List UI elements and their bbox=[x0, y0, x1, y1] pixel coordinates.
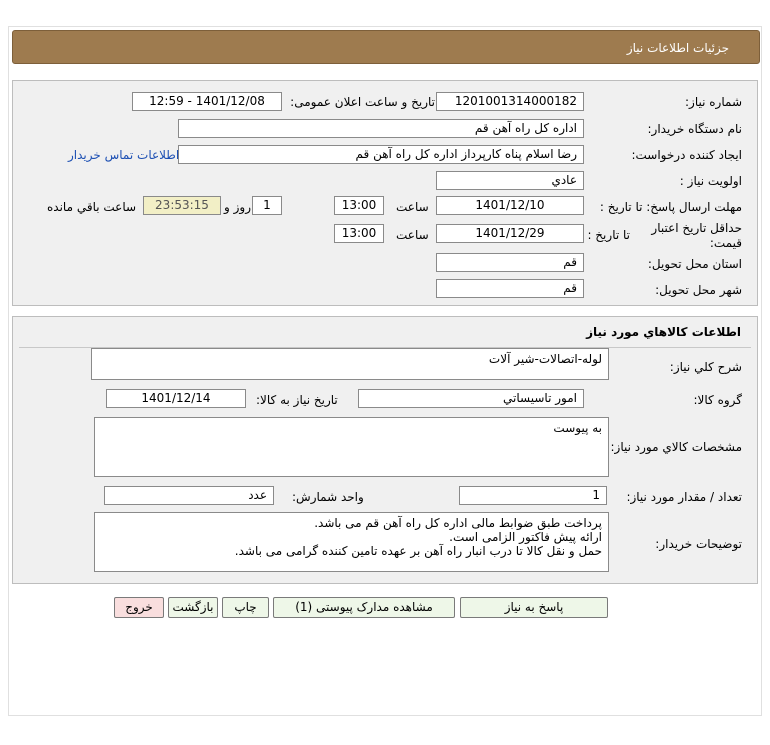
validity-time-field: 13:00 bbox=[334, 224, 384, 243]
buyer-note-line: پرداخت طبق ضوابط مالی اداره کل راه آهن قم می باشد. bbox=[314, 516, 602, 530]
summary-label: شرح کلي نياز: bbox=[669, 360, 742, 374]
priority-field: عادي bbox=[436, 171, 584, 190]
validity-label-2: قیمت: bbox=[709, 236, 742, 250]
deadline-date-field: 1401/12/10 bbox=[436, 196, 584, 215]
city-field: قم bbox=[436, 279, 584, 298]
buyer-org-label: نام دستگاه خریدار: bbox=[647, 122, 742, 136]
need-number-field: 1201001314000182 bbox=[436, 92, 584, 111]
window-title: جزئیات اطلاعات نیاز bbox=[626, 41, 729, 55]
buyer-note-line: حمل و نقل کالا تا درب انبار راه آهن بر عهده تامین کننده گرامی می باشد. bbox=[234, 544, 602, 558]
validity-label-1: حداقل تاریخ اعتبار bbox=[651, 221, 742, 235]
goods-section-title: اطلاعات کالاهاي مورد نياز bbox=[586, 325, 741, 339]
reply-button[interactable]: پاسخ به نیاز bbox=[460, 597, 608, 618]
validity-date-field: 1401/12/29 bbox=[436, 224, 584, 243]
remaining-label: ساعت باقي مانده bbox=[47, 200, 137, 214]
announce-label: تاریخ و ساعت اعلان عمومی: bbox=[290, 95, 435, 109]
specs-field: به پیوست bbox=[94, 417, 609, 477]
creator-label: ایجاد کننده درخواست: bbox=[631, 148, 742, 162]
announce-field: 1401/12/08 - 12:59 bbox=[132, 92, 282, 111]
deadline-label: مهلت ارسال پاسخ: تا تاریخ : bbox=[599, 200, 742, 214]
summary-field: لوله-اتصالات-شير آلات bbox=[91, 348, 609, 380]
need-number-label: شماره نیاز: bbox=[685, 95, 742, 109]
print-button[interactable]: چاپ bbox=[222, 597, 269, 618]
deadline-time-label: ساعت bbox=[396, 200, 429, 214]
group-label: گروه کالا: bbox=[693, 393, 742, 407]
unit-label: واحد شمارش: bbox=[292, 490, 364, 504]
province-field: قم bbox=[436, 253, 584, 272]
need-date-field: 1401/12/14 bbox=[106, 389, 246, 408]
window-titlebar bbox=[12, 30, 760, 64]
contact-buyer-link[interactable]: اطلاعات تماس خریدار bbox=[68, 148, 180, 162]
creator-field: رضا اسلام پناه کارپرداز اداره کل راه آهن قم bbox=[178, 145, 584, 164]
qty-label: تعداد / مقدار مورد نیاز: bbox=[626, 490, 742, 504]
attachments-button[interactable]: مشاهده مدارک پیوستی (1) bbox=[273, 597, 455, 618]
buyer-note-line: ارائه پیش فاکتور الزامی است. bbox=[449, 530, 602, 544]
validity-to-label: تا تاریخ : bbox=[587, 228, 630, 242]
unit-field: عدد bbox=[104, 486, 274, 505]
validity-time-label: ساعت bbox=[396, 228, 429, 242]
specs-label: مشخصات کالاي مورد نياز: bbox=[610, 440, 742, 454]
qty-field: 1 bbox=[459, 486, 607, 505]
need-date-label: تاریخ نیاز به کالا: bbox=[256, 393, 338, 407]
back-button[interactable]: بازگشت bbox=[168, 597, 218, 618]
buyer-notes-field bbox=[94, 512, 609, 572]
priority-label: اولویت نیاز : bbox=[679, 174, 742, 188]
deadline-time-field: 13:00 bbox=[334, 196, 384, 215]
days-label: روز و bbox=[224, 200, 251, 214]
group-field: امور تاسيساتي bbox=[358, 389, 584, 408]
buyer-notes-label: توضیحات خریدار: bbox=[655, 537, 742, 551]
need-info-panel bbox=[12, 80, 758, 306]
province-label: استان محل تحویل: bbox=[647, 257, 742, 271]
buyer-org-field: اداره کل راه آهن قم bbox=[178, 119, 584, 138]
remaining-time-field: 23:53:15 bbox=[143, 196, 221, 215]
exit-button[interactable]: خروج bbox=[114, 597, 164, 618]
days-field: 1 bbox=[252, 196, 282, 215]
city-label: شهر محل تحویل: bbox=[655, 283, 742, 297]
